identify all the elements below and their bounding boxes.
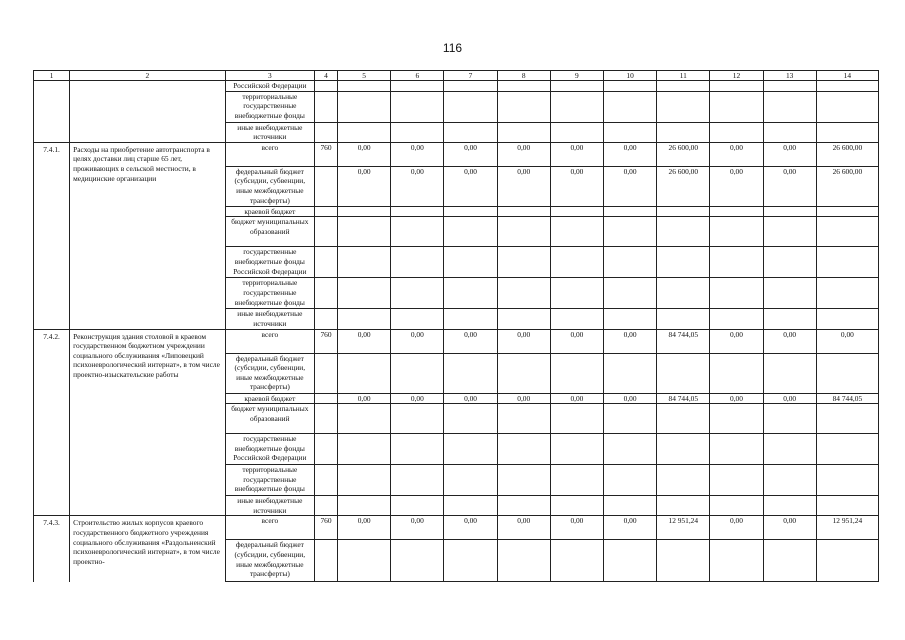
amount-cell: 0,00	[391, 393, 444, 404]
amount-cell	[338, 540, 391, 582]
amount-cell: 0,00	[710, 329, 763, 353]
amount-cell: 0,00	[444, 166, 497, 206]
amount-cell	[497, 206, 550, 217]
code-cell	[314, 247, 337, 278]
amount-cell: 0,00	[338, 393, 391, 404]
amount-cell: 84 744,05	[816, 393, 878, 404]
amount-cell	[444, 465, 497, 496]
funding-source-cell: иные внебюджетные источники	[225, 309, 314, 329]
amount-cell	[710, 465, 763, 496]
amount-cell: 0,00	[338, 166, 391, 206]
amount-cell: 0,00	[604, 329, 657, 353]
amount-cell	[338, 278, 391, 309]
amount-cell	[604, 206, 657, 217]
amount-cell: 0,00	[604, 166, 657, 206]
item-description-cell: Реконструкция здания столовой в краевом государственном бюджетном учреждении социального обслуживания «Липовецкий психоневрологический интернат», в том числе проектно-изыскательские работы	[70, 329, 226, 516]
amount-cell	[444, 122, 497, 142]
amount-cell	[763, 206, 816, 217]
amount-cell	[444, 278, 497, 309]
amount-cell	[657, 465, 710, 496]
amount-cell	[444, 206, 497, 217]
amount-cell	[391, 217, 444, 247]
amount-cell: 0,00	[763, 516, 816, 540]
amount-cell	[710, 217, 763, 247]
amount-cell	[391, 309, 444, 329]
amount-cell	[444, 217, 497, 247]
amount-cell	[816, 404, 878, 434]
amount-cell: 0,00	[550, 393, 603, 404]
amount-cell	[444, 404, 497, 434]
code-cell	[314, 393, 337, 404]
amount-cell: 0,00	[763, 329, 816, 353]
amount-cell: 0,00	[444, 329, 497, 353]
amount-cell: 0,00	[550, 329, 603, 353]
amount-cell	[391, 91, 444, 122]
amount-cell	[710, 122, 763, 142]
code-cell	[314, 496, 337, 516]
code-cell	[314, 91, 337, 122]
amount-cell: 0,00	[763, 393, 816, 404]
code-cell: 760	[314, 516, 337, 540]
column-number-11: 11	[657, 71, 710, 81]
column-number-10: 10	[604, 71, 657, 81]
amount-cell	[444, 434, 497, 465]
amount-cell: 0,00	[338, 516, 391, 540]
amount-cell: 26 600,00	[816, 166, 878, 206]
amount-cell: 12 951,24	[816, 516, 878, 540]
amount-cell: 12 951,24	[657, 516, 710, 540]
column-number-8: 8	[497, 71, 550, 81]
amount-cell: 0,00	[550, 166, 603, 206]
amount-cell	[657, 496, 710, 516]
amount-cell	[497, 309, 550, 329]
amount-cell: 0,00	[497, 393, 550, 404]
funding-source-cell: бюджет муниципальных образований	[225, 404, 314, 434]
amount-cell	[497, 465, 550, 496]
amount-cell	[816, 465, 878, 496]
code-cell	[314, 217, 337, 247]
amount-cell	[604, 353, 657, 393]
amount-cell	[497, 404, 550, 434]
amount-cell	[338, 404, 391, 434]
amount-cell	[604, 496, 657, 516]
amount-cell: 0,00	[497, 329, 550, 353]
amount-cell	[444, 81, 497, 92]
amount-cell	[391, 496, 444, 516]
amount-cell	[657, 404, 710, 434]
amount-cell	[391, 540, 444, 582]
amount-cell	[550, 404, 603, 434]
amount-cell	[763, 122, 816, 142]
code-cell	[314, 404, 337, 434]
amount-cell	[710, 496, 763, 516]
column-number-3: 3	[225, 71, 314, 81]
amount-cell: 0,00	[391, 329, 444, 353]
amount-cell: 0,00	[338, 142, 391, 166]
code-cell	[314, 353, 337, 393]
amount-cell	[604, 434, 657, 465]
amount-cell: 0,00	[550, 142, 603, 166]
funding-source-cell: государственные внебюджетные фонды Российской Федерации	[225, 434, 314, 465]
amount-cell: 0,00	[710, 166, 763, 206]
amount-cell: 0,00	[497, 516, 550, 540]
table-row	[34, 329, 879, 353]
amount-cell: 84 744,05	[657, 393, 710, 404]
amount-cell	[763, 496, 816, 516]
amount-cell	[657, 540, 710, 582]
amount-cell: 0,00	[391, 166, 444, 206]
amount-cell	[391, 404, 444, 434]
amount-cell	[497, 434, 550, 465]
amount-cell	[550, 353, 603, 393]
table-row	[34, 81, 879, 92]
amount-cell: 0,00	[763, 166, 816, 206]
column-number-4: 4	[314, 71, 337, 81]
item-code-cell: 7.4.3.	[34, 516, 70, 582]
amount-cell	[338, 309, 391, 329]
funding-source-cell: краевой бюджет	[225, 206, 314, 217]
amount-cell	[657, 353, 710, 393]
page-number: 116	[442, 41, 463, 55]
amount-cell: 0,00	[497, 166, 550, 206]
item-description-cell: Расходы на приобретение автотранспорта в целях доставки лиц старше 65 лет, проживающих в сельской местности, в медицинские организации	[70, 142, 226, 329]
amount-cell	[604, 404, 657, 434]
amount-cell	[710, 309, 763, 329]
amount-cell	[338, 122, 391, 142]
budget-table	[33, 70, 879, 582]
item-code-cell	[34, 81, 70, 143]
amount-cell	[338, 81, 391, 92]
amount-cell	[604, 247, 657, 278]
amount-cell	[816, 91, 878, 122]
column-number-5: 5	[338, 71, 391, 81]
code-cell	[314, 206, 337, 217]
amount-cell	[657, 309, 710, 329]
amount-cell	[763, 309, 816, 329]
funding-source-cell: всего	[225, 142, 314, 166]
amount-cell	[710, 247, 763, 278]
amount-cell	[763, 353, 816, 393]
amount-cell: 0,00	[763, 142, 816, 166]
amount-cell	[338, 434, 391, 465]
amount-cell	[763, 465, 816, 496]
amount-cell: 26 600,00	[657, 166, 710, 206]
amount-cell	[497, 353, 550, 393]
funding-source-cell: бюджет муниципальных образований	[225, 217, 314, 247]
amount-cell	[763, 278, 816, 309]
amount-cell	[391, 353, 444, 393]
amount-cell	[657, 206, 710, 217]
amount-cell	[550, 496, 603, 516]
amount-cell	[604, 278, 657, 309]
amount-cell: 0,00	[550, 516, 603, 540]
column-number-14: 14	[816, 71, 878, 81]
amount-cell	[604, 465, 657, 496]
amount-cell	[497, 91, 550, 122]
amount-cell	[657, 278, 710, 309]
amount-cell	[657, 434, 710, 465]
funding-source-cell: территориальные государственные внебюджетные фонды	[225, 465, 314, 496]
amount-cell: 0,00	[604, 516, 657, 540]
amount-cell	[816, 217, 878, 247]
amount-cell: 0,00	[816, 329, 878, 353]
amount-cell	[391, 465, 444, 496]
amount-cell	[763, 91, 816, 122]
amount-cell	[444, 353, 497, 393]
amount-cell	[391, 122, 444, 142]
funding-source-cell: территориальные государственные внебюджетные фонды	[225, 91, 314, 122]
amount-cell	[391, 278, 444, 309]
amount-cell	[391, 434, 444, 465]
funding-source-cell: территориальные государственные внебюджетные фонды	[225, 278, 314, 309]
amount-cell	[657, 217, 710, 247]
amount-cell	[444, 247, 497, 278]
amount-cell	[338, 217, 391, 247]
amount-cell	[816, 247, 878, 278]
amount-cell	[550, 309, 603, 329]
amount-cell	[816, 122, 878, 142]
amount-cell: 0,00	[604, 393, 657, 404]
amount-cell	[816, 353, 878, 393]
amount-cell	[604, 81, 657, 92]
funding-source-cell: всего	[225, 516, 314, 540]
item-description-cell: Строительство жилых корпусов краевого государственного бюджетного учреждения социального обслуживания «Раздольненский психоневрологический интернат», в том числе проектно-	[70, 516, 226, 582]
column-number-6: 6	[391, 71, 444, 81]
funding-source-cell: государственные внебюджетные фонды Российской Федерации	[225, 247, 314, 278]
amount-cell	[338, 353, 391, 393]
amount-cell	[550, 122, 603, 142]
amount-cell	[497, 122, 550, 142]
amount-cell	[550, 540, 603, 582]
amount-cell	[763, 434, 816, 465]
amount-cell	[550, 206, 603, 217]
amount-cell	[604, 217, 657, 247]
amount-cell	[391, 206, 444, 217]
funding-source-cell: иные внебюджетные источники	[225, 122, 314, 142]
amount-cell: 0,00	[710, 393, 763, 404]
amount-cell	[816, 434, 878, 465]
funding-source-cell: Российской Федерации	[225, 81, 314, 92]
code-cell: 760	[314, 142, 337, 166]
amount-cell	[816, 278, 878, 309]
code-cell	[314, 434, 337, 465]
amount-cell	[816, 540, 878, 582]
amount-cell	[550, 278, 603, 309]
amount-cell: 26 600,00	[657, 142, 710, 166]
amount-cell: 0,00	[710, 142, 763, 166]
amount-cell: 84 744,05	[657, 329, 710, 353]
amount-cell	[550, 434, 603, 465]
amount-cell	[763, 247, 816, 278]
amount-cell	[604, 91, 657, 122]
item-code-cell: 7.4.2.	[34, 329, 70, 516]
item-description-cell	[70, 81, 226, 143]
column-number-7: 7	[444, 71, 497, 81]
amount-cell	[763, 540, 816, 582]
amount-cell: 0,00	[444, 393, 497, 404]
code-cell	[314, 465, 337, 496]
amount-cell	[338, 91, 391, 122]
code-cell	[314, 309, 337, 329]
amount-cell	[763, 217, 816, 247]
amount-cell	[604, 122, 657, 142]
funding-source-cell: иные внебюджетные источники	[225, 496, 314, 516]
amount-cell	[338, 247, 391, 278]
amount-cell	[444, 309, 497, 329]
funding-source-cell: федеральный бюджет (субсидии, субвенции, иные межбюджетные трансферты)	[225, 166, 314, 206]
amount-cell	[550, 465, 603, 496]
amount-cell	[710, 540, 763, 582]
table-row	[34, 142, 879, 166]
amount-cell: 26 600,00	[816, 142, 878, 166]
amount-cell	[338, 465, 391, 496]
amount-cell	[550, 217, 603, 247]
amount-cell: 0,00	[604, 142, 657, 166]
amount-cell	[763, 81, 816, 92]
amount-cell	[550, 91, 603, 122]
amount-cell	[816, 496, 878, 516]
amount-cell	[444, 496, 497, 516]
column-number-row	[34, 71, 879, 81]
amount-cell	[657, 122, 710, 142]
column-number-13: 13	[763, 71, 816, 81]
code-cell: 760	[314, 329, 337, 353]
amount-cell	[338, 496, 391, 516]
code-cell	[314, 278, 337, 309]
amount-cell	[497, 496, 550, 516]
funding-source-cell: краевой бюджет	[225, 393, 314, 404]
amount-cell: 0,00	[391, 516, 444, 540]
amount-cell	[710, 404, 763, 434]
amount-cell	[710, 353, 763, 393]
amount-cell	[657, 247, 710, 278]
column-number-2: 2	[70, 71, 226, 81]
funding-source-cell: федеральный бюджет (субсидии, субвенции, иные межбюджетные трансферты)	[225, 540, 314, 582]
funding-source-cell: всего	[225, 329, 314, 353]
code-cell	[314, 122, 337, 142]
code-cell	[314, 166, 337, 206]
amount-cell: 0,00	[444, 516, 497, 540]
funding-source-cell: федеральный бюджет (субсидии, субвенции, иные межбюджетные трансферты)	[225, 353, 314, 393]
code-cell	[314, 540, 337, 582]
amount-cell: 0,00	[497, 142, 550, 166]
item-code-cell: 7.4.1.	[34, 142, 70, 329]
amount-cell	[391, 247, 444, 278]
amount-cell	[444, 540, 497, 582]
column-number-12: 12	[710, 71, 763, 81]
amount-cell	[710, 206, 763, 217]
amount-cell	[604, 309, 657, 329]
amount-cell	[497, 247, 550, 278]
table-row	[34, 516, 879, 540]
amount-cell	[497, 278, 550, 309]
amount-cell	[710, 434, 763, 465]
amount-cell	[710, 81, 763, 92]
amount-cell: 0,00	[338, 329, 391, 353]
amount-cell	[657, 81, 710, 92]
amount-cell	[497, 81, 550, 92]
amount-cell	[816, 81, 878, 92]
amount-cell	[391, 81, 444, 92]
amount-cell	[497, 540, 550, 582]
amount-cell: 0,00	[391, 142, 444, 166]
amount-cell	[710, 91, 763, 122]
amount-cell: 0,00	[710, 516, 763, 540]
column-number-9: 9	[550, 71, 603, 81]
amount-cell	[710, 278, 763, 309]
amount-cell	[497, 217, 550, 247]
column-number-1: 1	[34, 71, 70, 81]
code-cell	[314, 81, 337, 92]
amount-cell	[338, 206, 391, 217]
amount-cell	[657, 91, 710, 122]
amount-cell	[816, 309, 878, 329]
amount-cell	[550, 247, 603, 278]
amount-cell	[763, 404, 816, 434]
amount-cell: 0,00	[444, 142, 497, 166]
amount-cell	[444, 91, 497, 122]
amount-cell	[550, 81, 603, 92]
amount-cell	[604, 540, 657, 582]
amount-cell	[816, 206, 878, 217]
